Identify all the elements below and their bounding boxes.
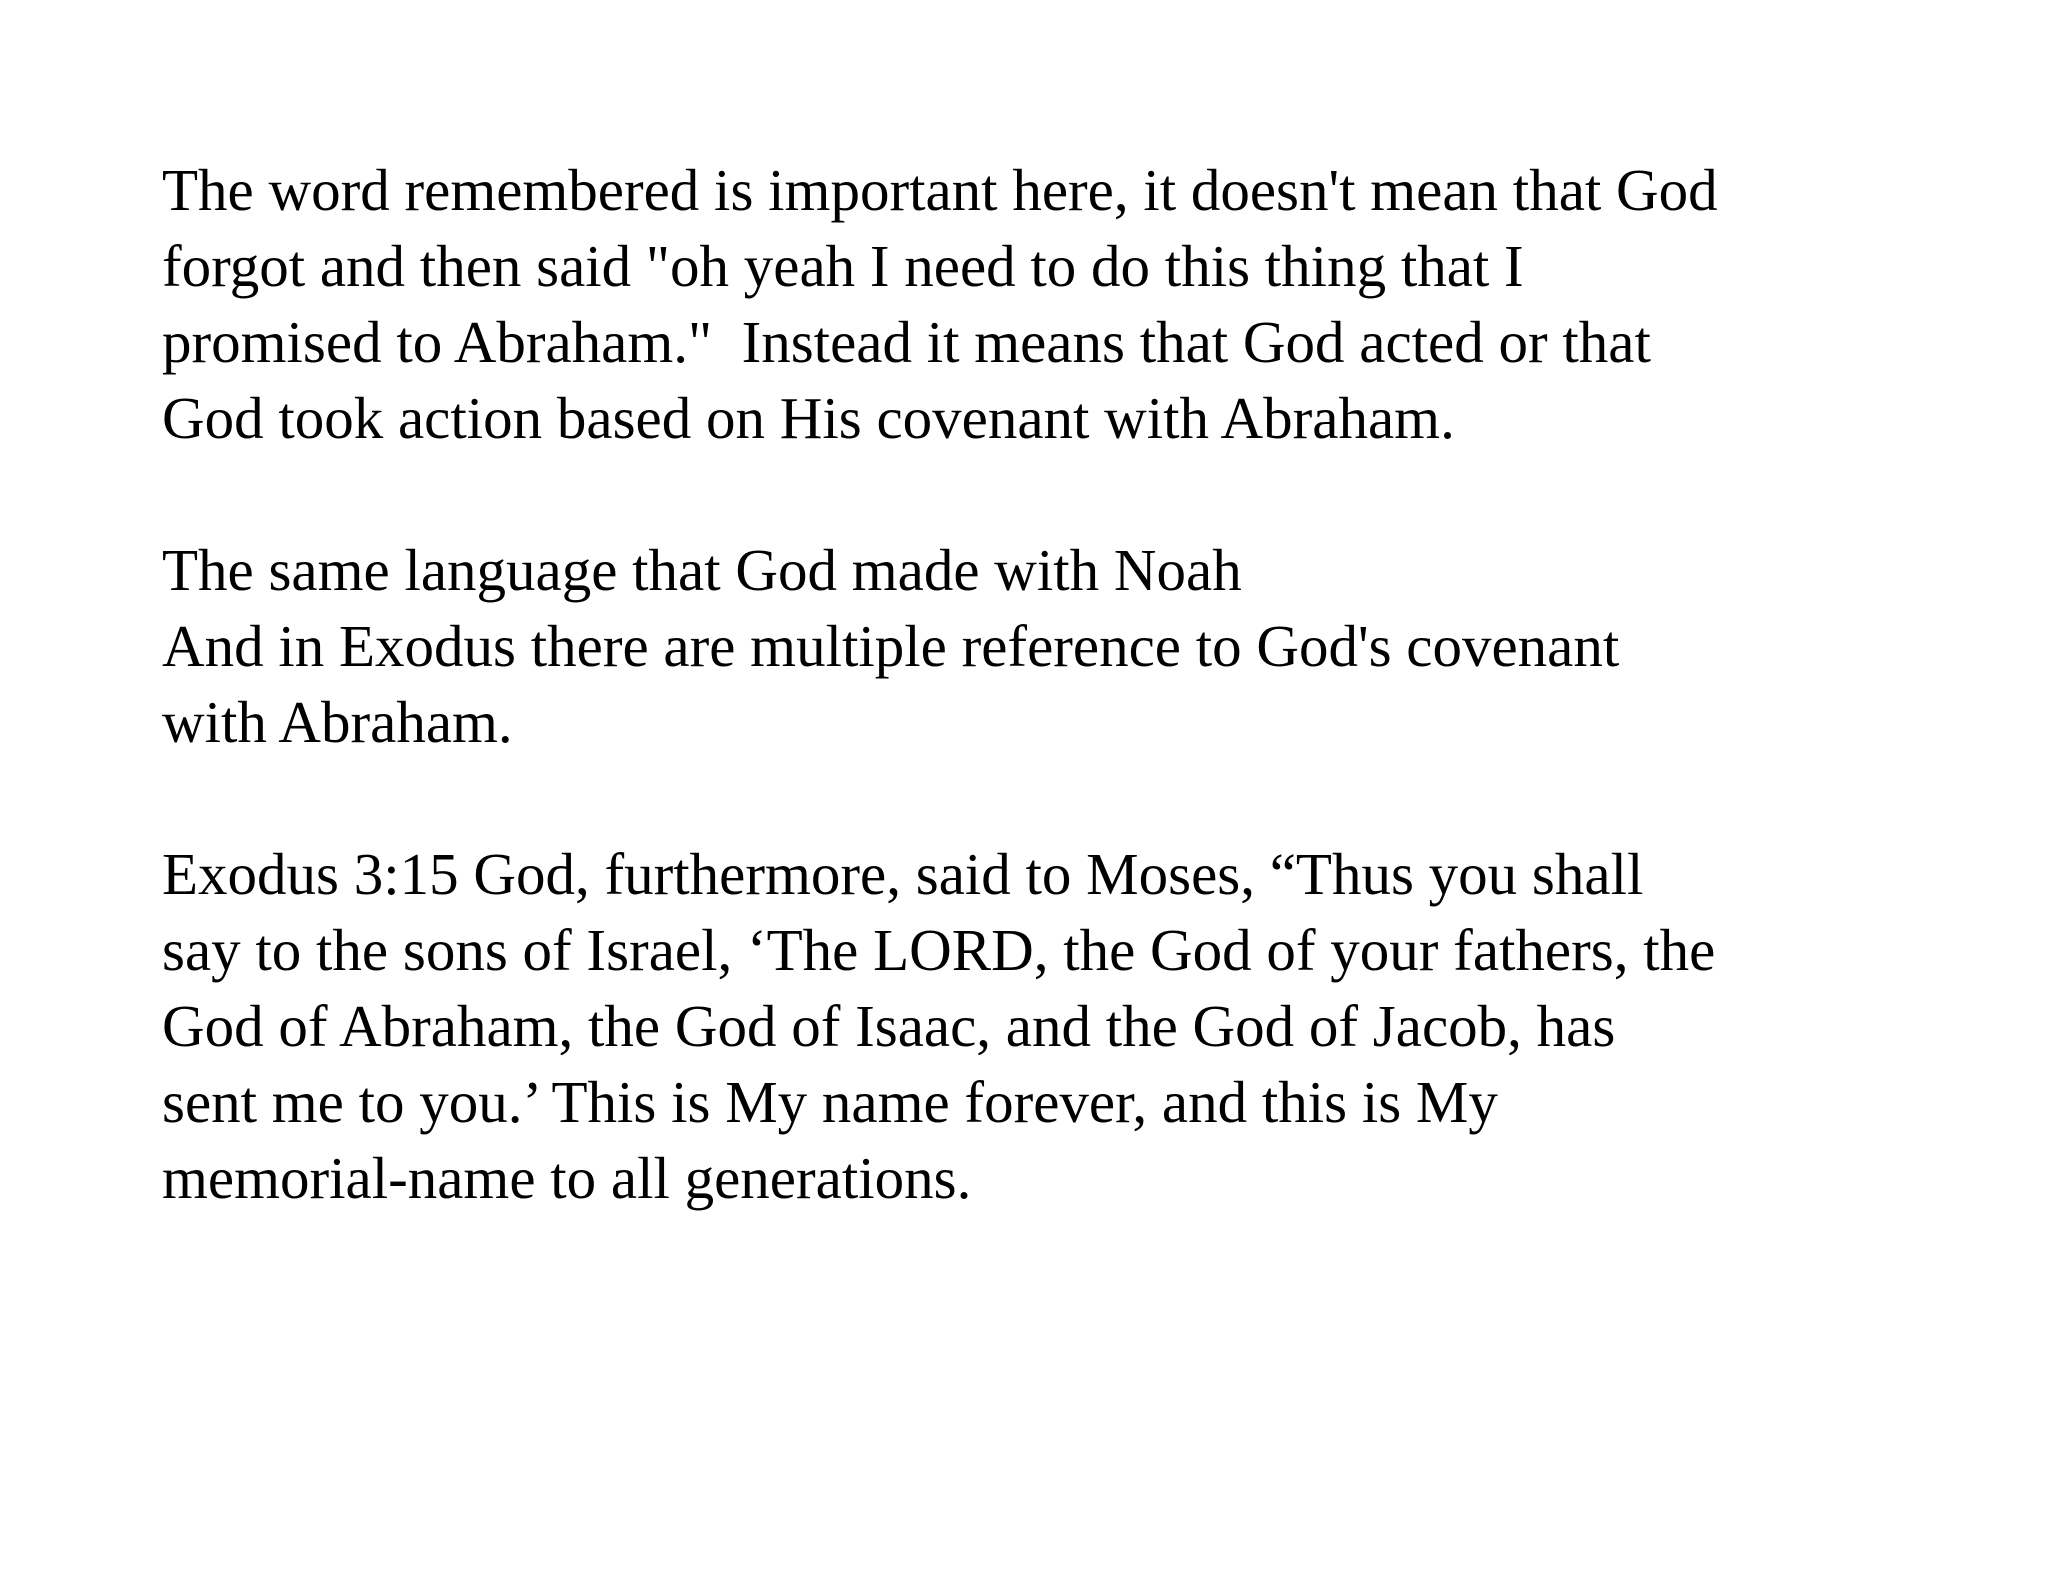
text-line: forgot and then said "oh yeah I need to do this thing that I [162,233,1524,299]
text-line: sent me to you.’ This is My name forever, and this is My [162,1069,1498,1135]
text-line: God of Abraham, the God of Isaac, and the God of Jacob, has [162,993,1616,1059]
text-line: say to the sons of Israel, ‘The LORD, the God of your fathers, the [162,917,1716,983]
paragraph-noah [162,532,2002,760]
text-line: God took action based on His covenant with Abraham. [162,385,1455,451]
text-line: with Abraham. [162,689,513,755]
text-line: memorial-name to all generations. [162,1145,972,1211]
paragraph-remembered [162,152,2002,456]
text-line: The word remembered is important here, it doesn't mean that God [162,157,1718,223]
paragraph-exodus-quote [162,836,2002,1216]
text-line: Exodus 3:15 God, furthermore, said to Moses, “Thus you shall [162,841,1644,907]
text-line: The same language that God made with Noah [162,537,1242,603]
text-line: promised to Abraham." Instead it means that God acted or that [162,309,1651,375]
text-line: And in Exodus there are multiple reference to God's covenant [162,613,1620,679]
document-body [162,152,2002,1216]
